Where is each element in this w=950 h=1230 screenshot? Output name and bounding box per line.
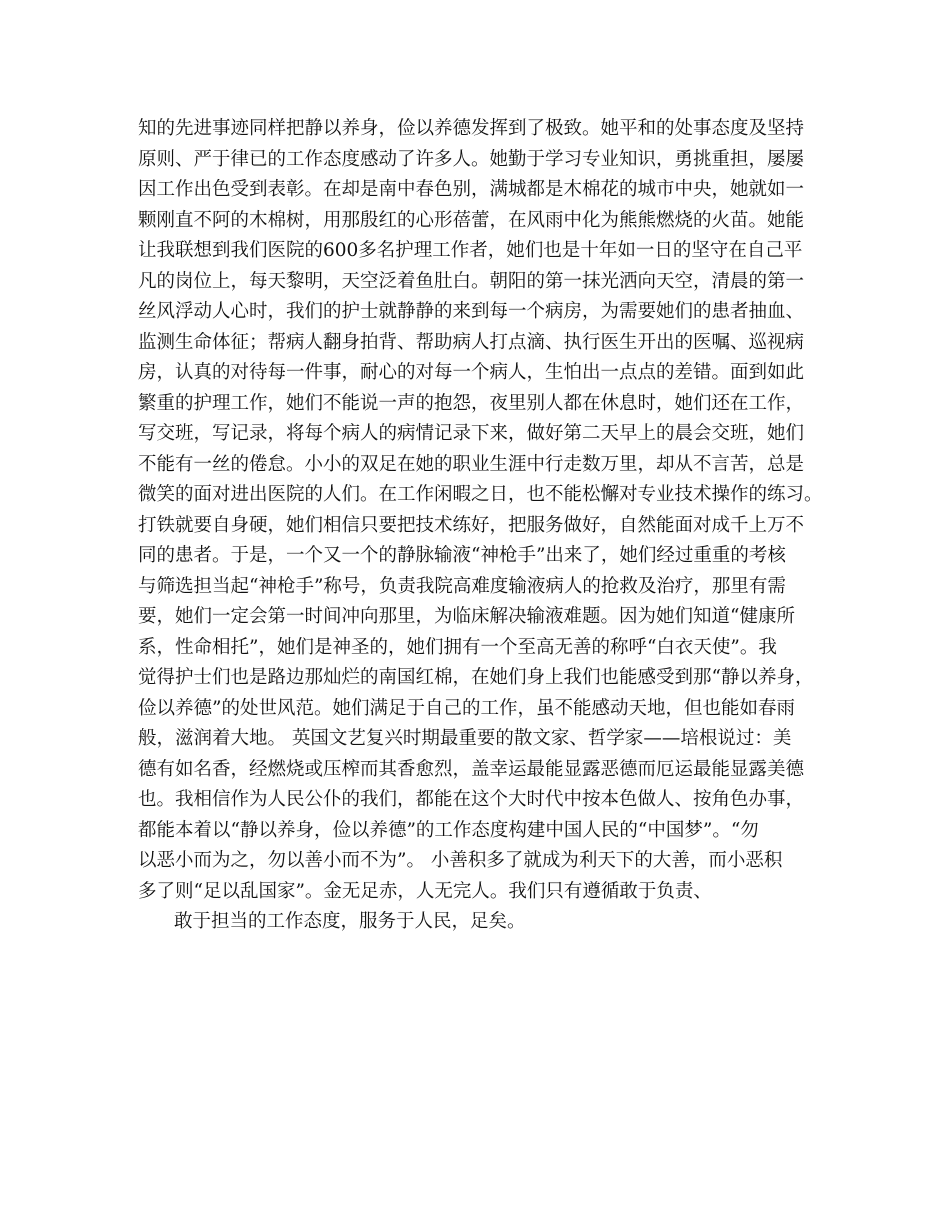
text-line: 与筛选担当起“神枪手”称号，负责我院高难度输液病人的抢救及治疗，那里有需 xyxy=(138,575,786,597)
text-line: 微笑的面对进出医院的人们。在工作闲暇之日，也不能松懈对专业技术操作的练习。 xyxy=(138,484,823,505)
text-line: 因工作出色受到表彰。在却是南中春色别，满城都是木棉花的城市中央，她就如一 xyxy=(138,179,805,200)
text-line: 德有如名香，经燃烧或压榨而其香愈烈，盖幸运最能显露恶德而厄运最能显露美德 xyxy=(138,758,805,780)
text-line: 监测生命体征；帮病人翻身拍背、帮助病人打点滴、执行医生开出的医嘱、巡视病 xyxy=(138,331,805,353)
text-line: 丝风浮动人心时，我们的护士就静静的来到每一个病房，为需要她们的患者抽血、 xyxy=(138,301,805,322)
text-line: 颗刚直不阿的木棉树，用那殷红的心形蓓蕾，在风雨中化为熊熊燃烧的火苗。她能 xyxy=(138,209,805,231)
text-line: 多了则“足以乱国家”。金无足赤，人无完人。我们只有遵循敢于负责、 xyxy=(138,880,712,902)
text-line: 也。我相信作为人民公仆的我们，都能在这个大时代中按本色做人、按角色办事， xyxy=(138,789,805,810)
text-line: 让我联想到我们医院的600多名护理工作者，她们也是十年如一日的坚守在自己平 xyxy=(138,240,803,261)
text-line: 同的患者。于是，一个又一个的静脉输液“神枪手”出来了，她们经过重重的考核 xyxy=(138,545,786,566)
text-line: 般，滋润着大地。 英国文艺复兴时期最重要的散文家、哲学家——培根说过：美 xyxy=(138,728,792,749)
text-line: 都能本着以“静以养身，俭以养德”的工作态度构建中国人民的“中国梦”。“勿 xyxy=(138,819,759,841)
text-line: 以恶小而为之，勿以善小而不为”。 小善积多了就成为利天下的大善，而小恶积 xyxy=(138,850,783,871)
text-line: 繁重的护理工作，她们不能说一声的抱怨，夜里别人都在休息时，她们还在工作， xyxy=(138,392,805,414)
text-line: 要，她们一定会第一时间冲向那里，为临床解决输液难题。因为她们知道“健康所 xyxy=(138,606,795,627)
text-line: 写交班，写记录，将每个病人的病情记录下来，做好第二天早上的晨会交班，她们 xyxy=(138,423,805,444)
text-line: 原则、严于律已的工作态度感动了许多人。她勤于学习专业知识，勇挑重担，屡屡 xyxy=(138,148,805,170)
body-text xyxy=(138,114,838,938)
text-line: 敢于担当的工作态度，服务于人民，足矣。 xyxy=(174,911,526,932)
text-line: 俭以养德”的处世风范。她们满足于自己的工作，虽不能感动天地，但也能如春雨 xyxy=(138,697,795,719)
text-line: 知的先进事迹同样把静以养身，俭以养德发挥到了极致。她平和的处事态度及坚持 xyxy=(138,118,805,139)
text-line: 觉得护士们也是路边那灿烂的南国红棉，在她们身上我们也能感受到那“静以养身， xyxy=(138,667,814,688)
text-line: 打铁就要自身硬，她们相信只要把技术练好，把服务做好，自然能面对成千上万不 xyxy=(138,514,805,536)
text-line: 凡的岗位上，每天黎明，天空泛着鱼肚白。朝阳的第一抹光洒向天空，清晨的第一 xyxy=(138,270,805,292)
text-line: 不能有一丝的倦怠。小小的双足在她的职业生涯中行走数万里，却从不言苦，总是 xyxy=(138,453,805,475)
text-line: 系，性命相托”，她们是神圣的，她们拥有一个至高无善的称呼“白衣天使”。我 xyxy=(138,636,777,658)
text-line: 房，认真的对待每一件事，耐心的对每一个病人，生怕出一点点的差错。面到如此 xyxy=(138,362,805,383)
